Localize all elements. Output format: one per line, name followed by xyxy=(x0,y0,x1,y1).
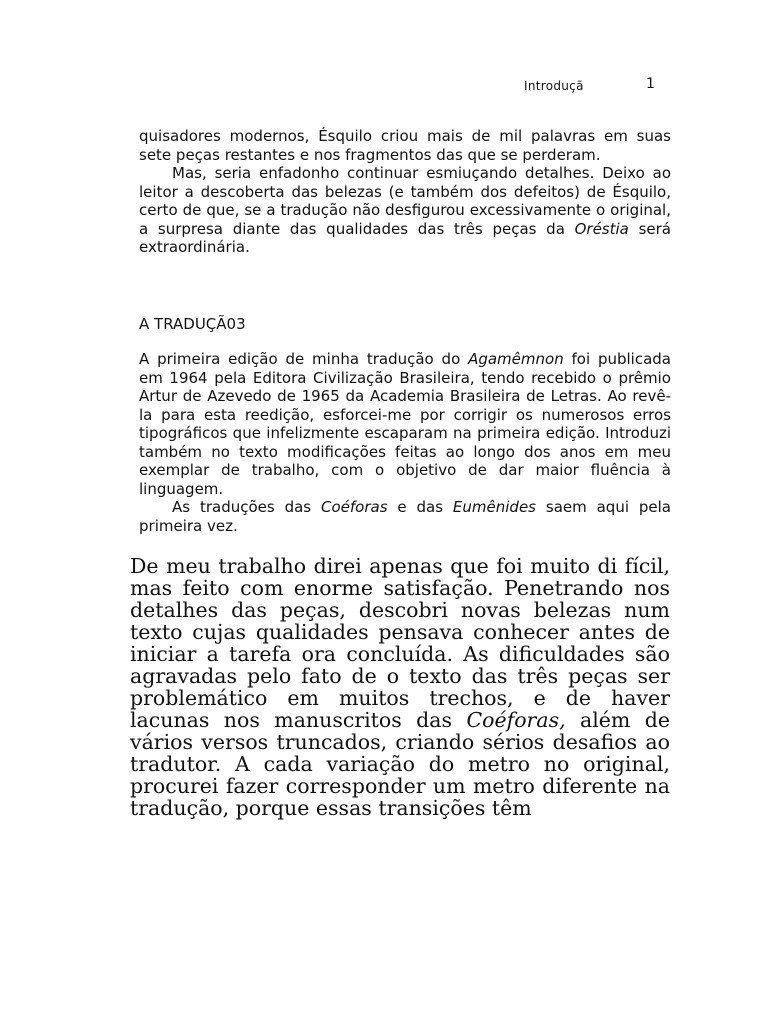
paragraph-5-text-after: além de vários versos truncados, criando sérios desafios ao tradutor. A cada variação do metro no original, procurei fazer corresponder um metro diferente na tradução, porque essas transições têm xyxy=(130,708,671,820)
paragraph-5-text-before: De meu trabalho direi apenas que foi muito di fícil, mas feito com enorme satisfação. Penetrando nos detalhes das peças, descobri novas belezas num texto cujas qualidades pensava conhecer antes de iniciar a tarefa ora concluída. As dificuldades são agravadas pelo fato de o texto das três peças ser problemático em muitos trechos, e de haver lacunas nos manuscritos das xyxy=(130,554,670,732)
paragraph-4-italic-2: Eumênides xyxy=(452,498,536,516)
paragraph-5 xyxy=(130,555,670,819)
paragraph-4 xyxy=(139,498,671,535)
paragraph-1 xyxy=(139,127,671,257)
paragraph-5-italic: Coéforas, xyxy=(466,708,566,732)
paragraph-4-text-before: As traduções das xyxy=(172,498,321,516)
paragraph-4-italic-1: Coéforas xyxy=(321,498,388,516)
paragraph-3 xyxy=(139,350,671,498)
paragraph-3-text-after: foi publicada em 1964 pela Editora Civilização Brasileira, tendo recebido o prêmio Artur de Azevedo de 1965 da Academia Brasileira de Letras. Ao revê-la para esta reedição, esforcei-me por corrigir os numerosos erros tipográficos que infelizmente escaparam na primeira edição. Introduzi também no texto modificações feitas ao longo dos anos em meu exemplar de trabalho, com o objetivo de dar maior fluência à linguagem. xyxy=(139,350,672,498)
paragraph-5-body xyxy=(130,555,670,819)
paragraph-2 xyxy=(139,164,671,257)
section-heading: A TRADUÇÃ03 xyxy=(139,315,246,333)
paragraph-2-text-after: será extraordinária. xyxy=(139,219,671,256)
paragraph-3-italic: Agamêmnon xyxy=(468,350,564,368)
page-number: 1 xyxy=(646,76,655,92)
paragraph-4-text-after: saem aqui pela primeira vez. xyxy=(139,498,671,535)
paragraph-2-text-before: Mas, seria enfadonho continuar esmiuçando detalhes. Deixo ao leitor a descoberta das belezas (e também dos defeitos) de Ésquilo, certo de que, se a tradução não desfigurou excessivamente o original, a surpresa diante das qualidades das três peças da xyxy=(139,164,671,238)
paragraph-3-block xyxy=(139,350,671,535)
paragraph-3-text-before: A primeira edição de minha tradução do xyxy=(139,350,469,368)
paragraph-1-text: quisadores modernos, Ésquilo criou mais de mil palavras em suas sete peças restantes e nos fragmentos das que se perderam. xyxy=(139,127,671,164)
running-header: Introduçã xyxy=(524,79,584,93)
paragraph-2-italic: Oréstia xyxy=(574,219,629,238)
paragraph-4-text-middle: e das xyxy=(387,498,453,516)
